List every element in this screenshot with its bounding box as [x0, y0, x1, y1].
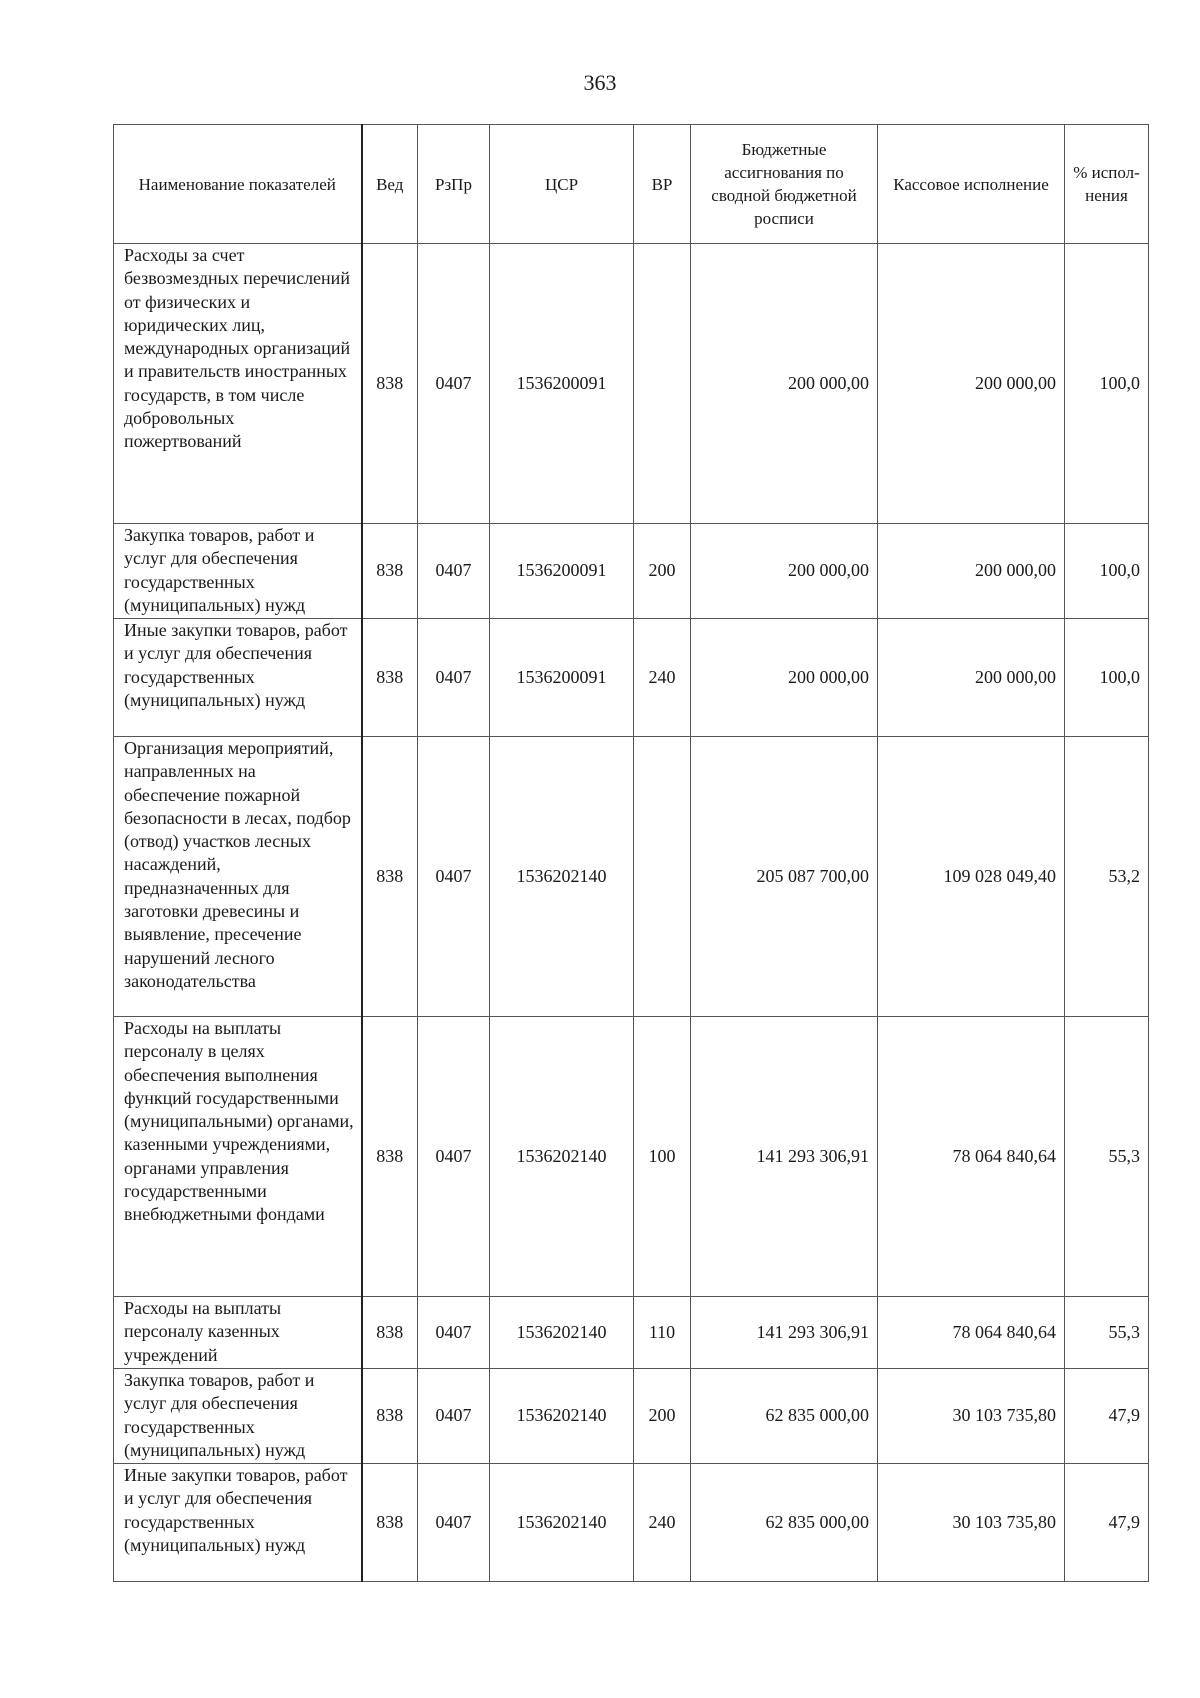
row-executed: 200 000,00 [878, 244, 1065, 524]
row-rzpr: 0407 [418, 737, 490, 1017]
header-vr: ВР [634, 125, 691, 244]
row-rzpr: 0407 [418, 1297, 490, 1369]
row-rzpr: 0407 [418, 1464, 490, 1582]
table-row [114, 1369, 1149, 1464]
row-rzpr: 0407 [418, 244, 490, 524]
row-executed: 78 064 840,64 [878, 1017, 1065, 1297]
row-percent: 100,0 [1065, 619, 1149, 737]
row-assigned: 141 293 306,91 [691, 1297, 878, 1369]
row-csr: 1536202140 [490, 1297, 634, 1369]
header-assigned: Бюджетные ассигнования по сводной бюджетной росписи [691, 125, 878, 244]
row-executed: 109 028 049,40 [878, 737, 1065, 1017]
row-csr: 1536202140 [490, 737, 634, 1017]
row-assigned: 205 087 700,00 [691, 737, 878, 1017]
header-rzpr: РзПр [418, 125, 490, 244]
row-assigned: 62 835 000,00 [691, 1464, 878, 1582]
table-row [114, 619, 1149, 737]
header-row [114, 125, 1149, 244]
row-executed: 200 000,00 [878, 619, 1065, 737]
row-ved: 838 [362, 1464, 418, 1582]
table-row [114, 244, 1149, 524]
row-name: Расходы на выплаты персоналу в целях обеспечения выполнения функций государственными (муниципальными) органами, казенными учреждениями, органами управления государственными внебюджетными фондами [114, 1017, 362, 1297]
row-name: Закупка товаров, работ и услуг для обеспечения государственных (муниципальных) нужд [114, 524, 362, 619]
row-csr: 1536202140 [490, 1017, 634, 1297]
row-csr: 1536200091 [490, 619, 634, 737]
page-number: 363 [583, 70, 617, 95]
row-percent: 53,2 [1065, 737, 1149, 1017]
row-executed: 30 103 735,80 [878, 1464, 1065, 1582]
row-name: Закупка товаров, работ и услуг для обеспечения государственных (муниципальных) нужд [114, 1369, 362, 1464]
row-ved: 838 [362, 244, 418, 524]
row-vr: 200 [634, 524, 691, 619]
row-name: Иные закупки товаров, работ и услуг для обеспечения государственных (муниципальных) нужд [114, 619, 362, 737]
row-executed: 200 000,00 [878, 524, 1065, 619]
row-vr: 200 [634, 1369, 691, 1464]
row-assigned: 200 000,00 [691, 619, 878, 737]
row-executed: 78 064 840,64 [878, 1297, 1065, 1369]
table-row [114, 737, 1149, 1017]
row-ved: 838 [362, 1297, 418, 1369]
row-percent: 100,0 [1065, 524, 1149, 619]
row-name: Организация мероприятий, направленных на обеспечение пожарной безопасности в лесах, подбор (отвод) участков лесных насаждений, предназначенных для заготовки древесины и выявление, пресечение нарушений лесного законодательства [114, 737, 362, 1017]
row-percent: 47,9 [1065, 1464, 1149, 1582]
row-csr: 1536202140 [490, 1464, 634, 1582]
row-name: Иные закупки товаров, работ и услуг для обеспечения государственных (муниципальных) нужд [114, 1464, 362, 1582]
budget-execution-table [113, 124, 1149, 1582]
table-row [114, 1017, 1149, 1297]
row-ved: 838 [362, 1017, 418, 1297]
row-ved: 838 [362, 1369, 418, 1464]
row-csr: 1536202140 [490, 1369, 634, 1464]
row-assigned: 62 835 000,00 [691, 1369, 878, 1464]
row-rzpr: 0407 [418, 1369, 490, 1464]
row-name: Расходы на выплаты персоналу казенных учреждений [114, 1297, 362, 1369]
row-vr: 110 [634, 1297, 691, 1369]
row-percent: 55,3 [1065, 1017, 1149, 1297]
row-executed: 30 103 735,80 [878, 1369, 1065, 1464]
row-csr: 1536200091 [490, 524, 634, 619]
row-ved: 838 [362, 737, 418, 1017]
table-row [114, 1464, 1149, 1582]
row-assigned: 200 000,00 [691, 244, 878, 524]
row-percent: 100,0 [1065, 244, 1149, 524]
table-row [114, 524, 1149, 619]
header-name: Наименование показателей [114, 125, 362, 244]
row-assigned: 200 000,00 [691, 524, 878, 619]
row-rzpr: 0407 [418, 1017, 490, 1297]
row-ved: 838 [362, 619, 418, 737]
row-percent: 55,3 [1065, 1297, 1149, 1369]
row-assigned: 141 293 306,91 [691, 1017, 878, 1297]
row-rzpr: 0407 [418, 524, 490, 619]
table-row [114, 1297, 1149, 1369]
row-vr: 240 [634, 1464, 691, 1582]
header-csr: ЦСР [490, 125, 634, 244]
header-ved: Вед [362, 125, 418, 244]
row-csr: 1536200091 [490, 244, 634, 524]
header-percent: % испол-нения [1065, 125, 1149, 244]
row-vr [634, 244, 691, 524]
row-vr: 240 [634, 619, 691, 737]
row-ved: 838 [362, 524, 418, 619]
row-name: Расходы за счет безвозмездных перечислений от физических и юридических лиц, международных организаций и правительств иностранных государств, в том числе добровольных пожертвований [114, 244, 362, 524]
row-vr [634, 737, 691, 1017]
row-vr: 100 [634, 1017, 691, 1297]
row-rzpr: 0407 [418, 619, 490, 737]
row-percent: 47,9 [1065, 1369, 1149, 1464]
header-executed: Кассовое исполнение [878, 125, 1065, 244]
